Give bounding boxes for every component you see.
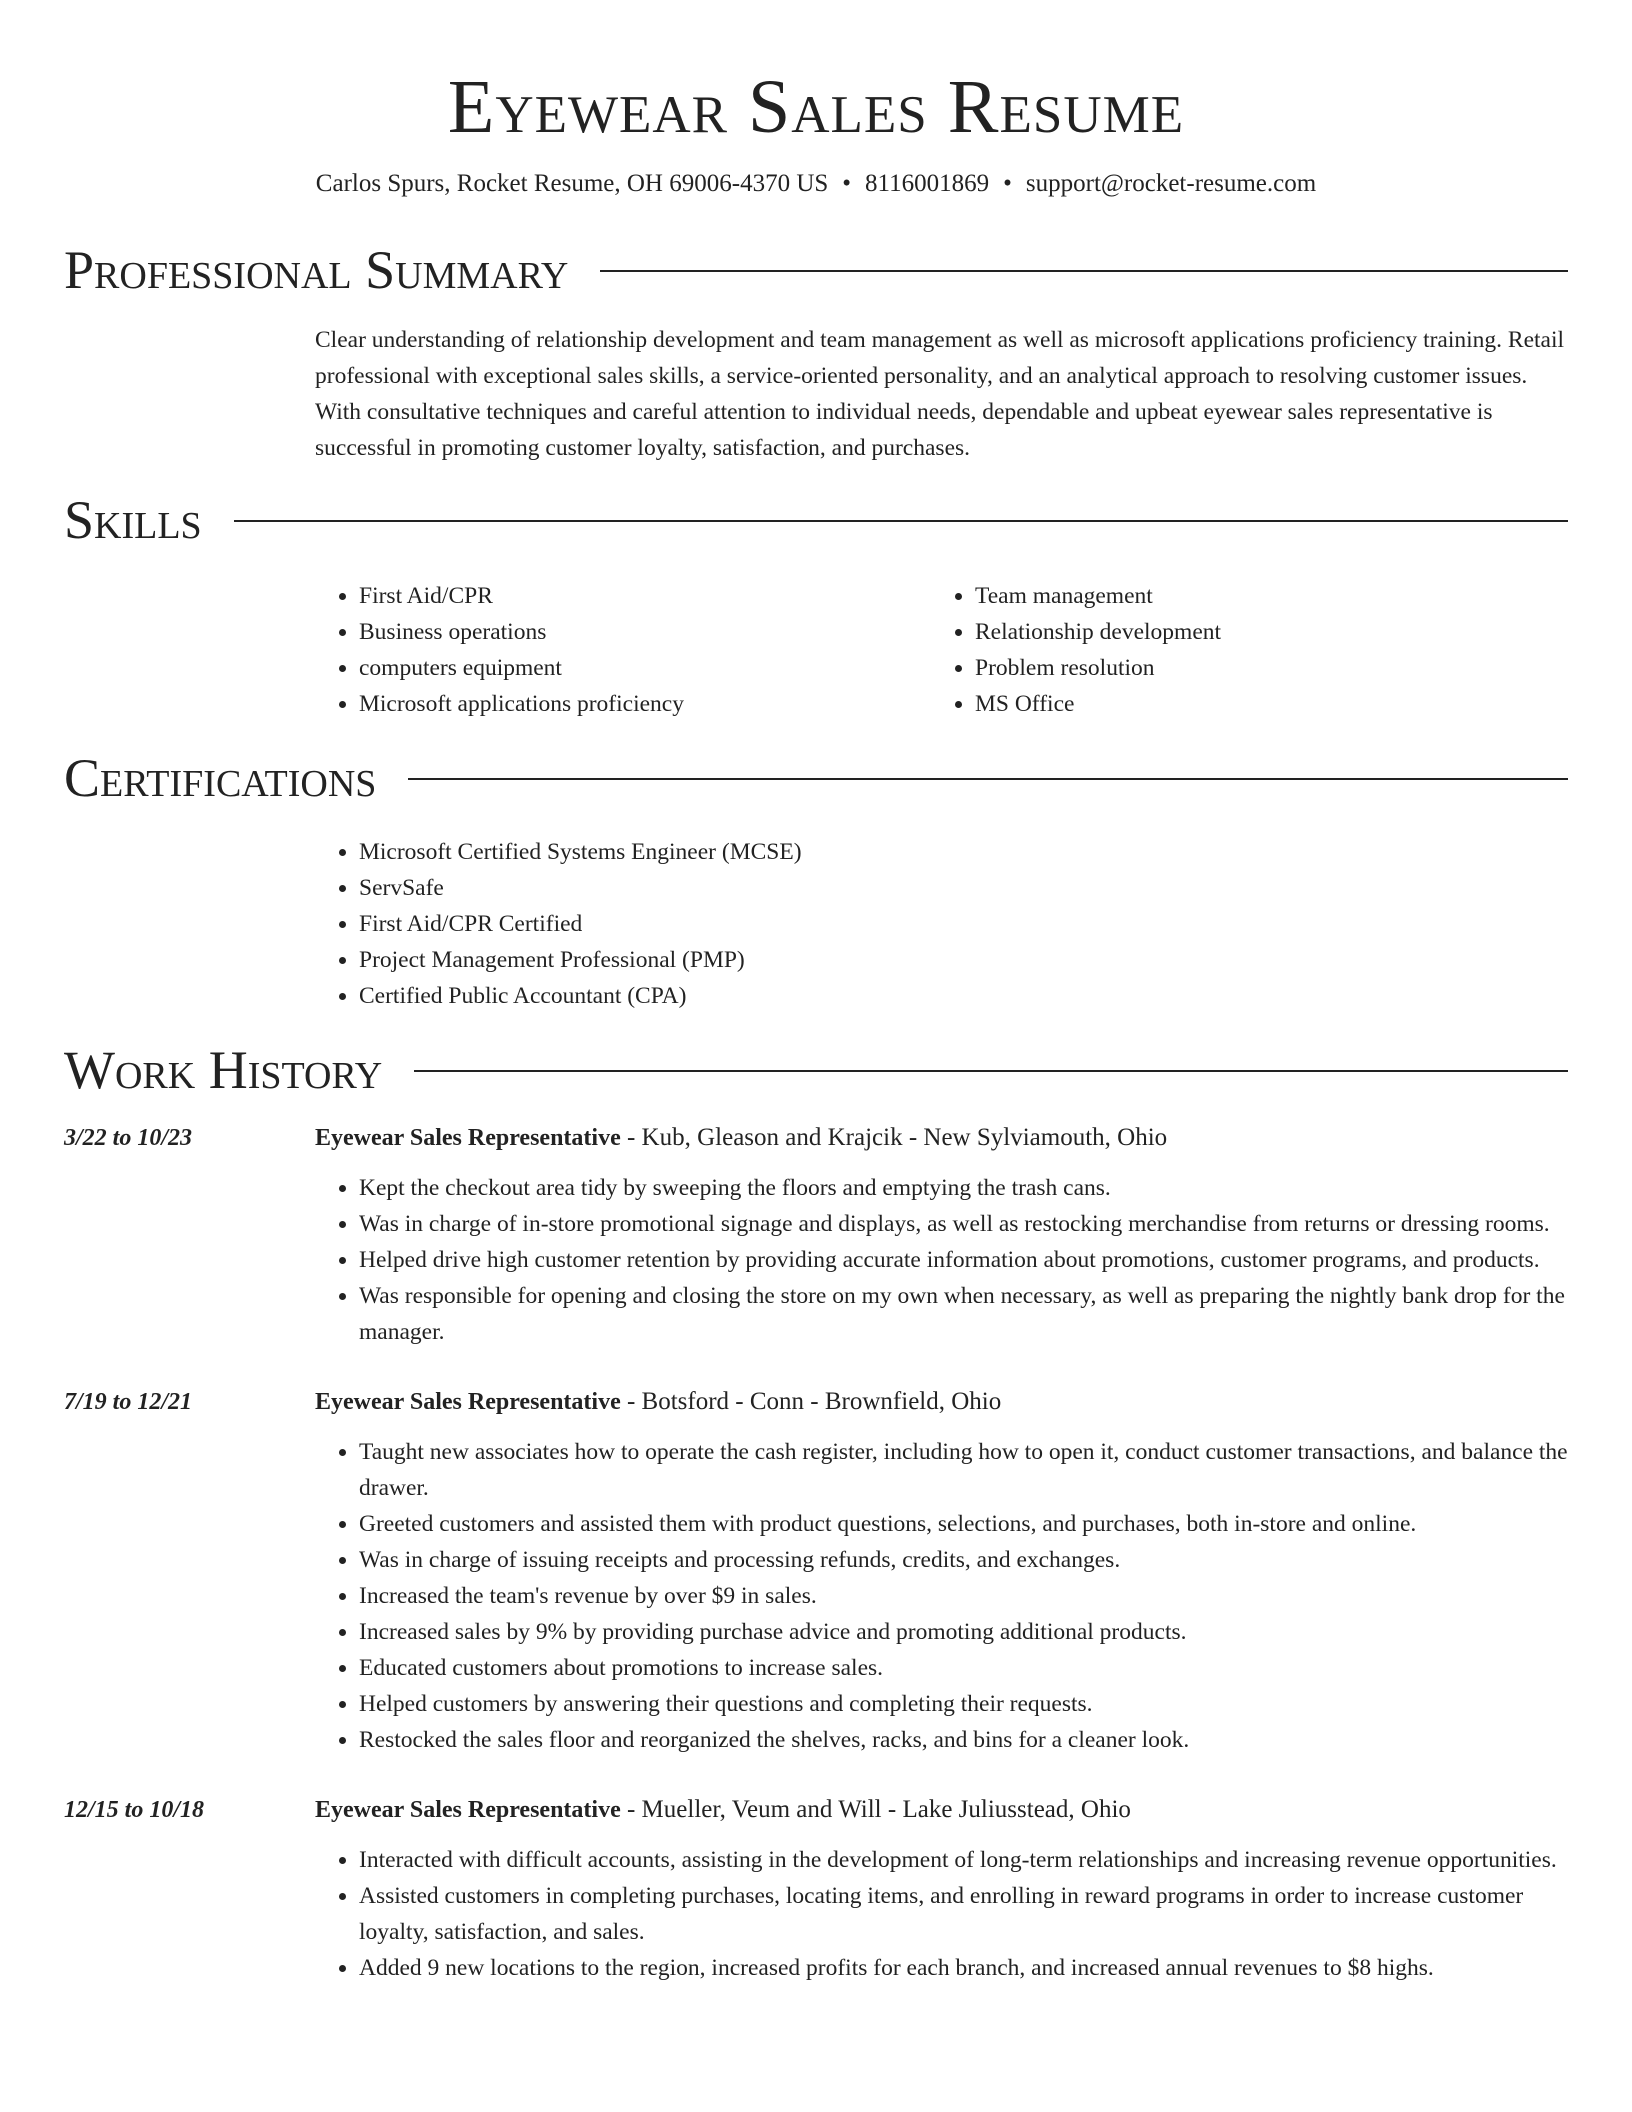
- job-bullet: • Greeted customers and assisted them with product questions, selections, and purchases, both in-store and online.: [359, 1506, 1568, 1542]
- job-dates: 7/19 to 12/21: [64, 1389, 193, 1415]
- contact-line: [64, 168, 1568, 200]
- job-title-line: [315, 1792, 1568, 1828]
- job-bullet: • Helped drive high customer retention by providing accurate information about promotions, customer programs, and products.: [359, 1242, 1568, 1278]
- job-bullet: • Increased sales by 9% by providing purchase advice and promoting additional products.: [359, 1614, 1568, 1650]
- job-entry: [64, 1384, 1568, 1758]
- resume-page: [64, 0, 1568, 1986]
- skill-item: • computers equipment: [359, 650, 931, 686]
- skills-heading: Skills: [64, 490, 202, 550]
- contact-address: Carlos Spurs, Rocket Resume, OH 69006-4370 US: [315, 170, 829, 197]
- certification-item: • Microsoft Certified Systems Engineer (MCSE): [359, 834, 1568, 870]
- skills-section-header: [64, 490, 1568, 550]
- resume-title: Eyewear Sales Resume: [447, 65, 1185, 149]
- job-details: [315, 1792, 1568, 1986]
- contact-separator: •: [1003, 170, 1012, 197]
- job-details: [315, 1120, 1568, 1350]
- section-divider: [600, 270, 1568, 272]
- job-bullet: • Added 9 new locations to the region, increased profits for each branch, and increased annual revenues to $8 highs.: [359, 1950, 1568, 1986]
- job-role: Eyewear Sales Representative: [315, 1797, 621, 1823]
- job-bullet: • Helped customers by answering their questions and completing their requests.: [359, 1686, 1568, 1722]
- contact-phone: 8116001869: [865, 170, 990, 197]
- section-divider: [234, 520, 1568, 522]
- job-bullet: • Kept the checkout area tidy by sweeping the floors and emptying the trash cans.: [359, 1170, 1568, 1206]
- summary-heading: Professional Summary: [64, 240, 569, 300]
- job-bullet: • Restocked the sales floor and reorganized the shelves, racks, and bins for a cleaner look.: [359, 1722, 1568, 1758]
- job-title-line: [315, 1120, 1568, 1156]
- skills-column-right: [931, 578, 1547, 722]
- job-bullet: • Educated customers about promotions to increase sales.: [359, 1650, 1568, 1686]
- job-bullet: • Was responsible for opening and closing the store on my own when necessary, as well as preparing the nightly bank drop for the manager.: [359, 1278, 1568, 1350]
- skills-column-left: [315, 578, 931, 722]
- skills-list: [315, 578, 1568, 722]
- work-history-heading: Work History: [64, 1040, 383, 1100]
- skill-item: • Microsoft applications proficiency: [359, 686, 931, 722]
- contact-email[interactable]: support@rocket-resume.com: [1025, 170, 1317, 197]
- job-bullet: • Increased the team's revenue by over $9 in sales.: [359, 1578, 1568, 1614]
- job-entry: [64, 1792, 1568, 1986]
- job-role: Eyewear Sales Representative: [315, 1125, 621, 1151]
- job-role: Eyewear Sales Representative: [315, 1389, 621, 1415]
- job-dates: 12/15 to 10/18: [64, 1797, 205, 1823]
- skill-item: • MS Office: [975, 686, 1547, 722]
- certification-item: • Project Management Professional (PMP): [359, 942, 1568, 978]
- job-details: [315, 1384, 1568, 1758]
- job-employer: - Mueller, Veum and Will - Lake Juliusstead, Ohio: [620, 1796, 1131, 1823]
- job-bullet: • Was in charge of issuing receipts and processing refunds, credits, and exchanges.: [359, 1542, 1568, 1578]
- summary-section-header: [64, 240, 1568, 300]
- contact-separator: •: [842, 170, 852, 197]
- certification-item: • ServSafe: [359, 870, 1568, 906]
- certifications-section-header: [64, 748, 1568, 808]
- skill-item: • Relationship development: [975, 614, 1547, 650]
- job-entry: [64, 1120, 1568, 1350]
- certification-item: • Certified Public Accountant (CPA): [359, 978, 1568, 1014]
- skill-item: • Team management: [975, 578, 1547, 614]
- job-bullet: • Interacted with difficult accounts, assisting in the development of long-term relationships and increasing revenue opportunities.: [359, 1842, 1568, 1878]
- skill-item: • Problem resolution: [975, 650, 1547, 686]
- job-bullet: • Assisted customers in completing purchases, locating items, and enrolling in reward programs in order to increase customer loyalty, satisfaction, and sales.: [359, 1878, 1568, 1950]
- job-bullet: • Taught new associates how to operate the cash register, including how to open it, conduct customer transactions, and balance the drawer.: [359, 1434, 1568, 1506]
- work-history-section-header: [64, 1040, 1568, 1100]
- section-divider: [414, 1070, 1568, 1072]
- skill-item: • Business operations: [359, 614, 931, 650]
- job-employer: - Botsford - Conn - Brownfield, Ohio: [620, 1388, 1002, 1415]
- job-title-line: [315, 1384, 1568, 1420]
- job-employer: - Kub, Gleason and Krajcik - New Sylviamouth, Ohio: [620, 1124, 1168, 1151]
- skill-item: • First Aid/CPR: [359, 578, 931, 614]
- job-bullet: • Was in charge of in-store promotional signage and displays, as well as restocking merchandise from returns or dressing rooms.: [359, 1206, 1568, 1242]
- job-dates: 3/22 to 10/23: [64, 1125, 193, 1151]
- summary-text: Clear understanding of relationship development and team management as well as microsoft applications proficiency training. Retail professional with exceptional sales skills, a service-oriented personality, and an analytical approach to resolving customer issues. With consultative techniques and careful attention to individual needs, dependable and upbeat eyewear sales representative is successful in promoting customer loyalty, satisfaction, and purchases.: [315, 327, 1565, 461]
- section-divider: [408, 778, 1568, 780]
- certifications-list: [315, 834, 1568, 1014]
- certification-item: • First Aid/CPR Certified: [359, 906, 1568, 942]
- certifications-heading: Certifications: [64, 748, 377, 808]
